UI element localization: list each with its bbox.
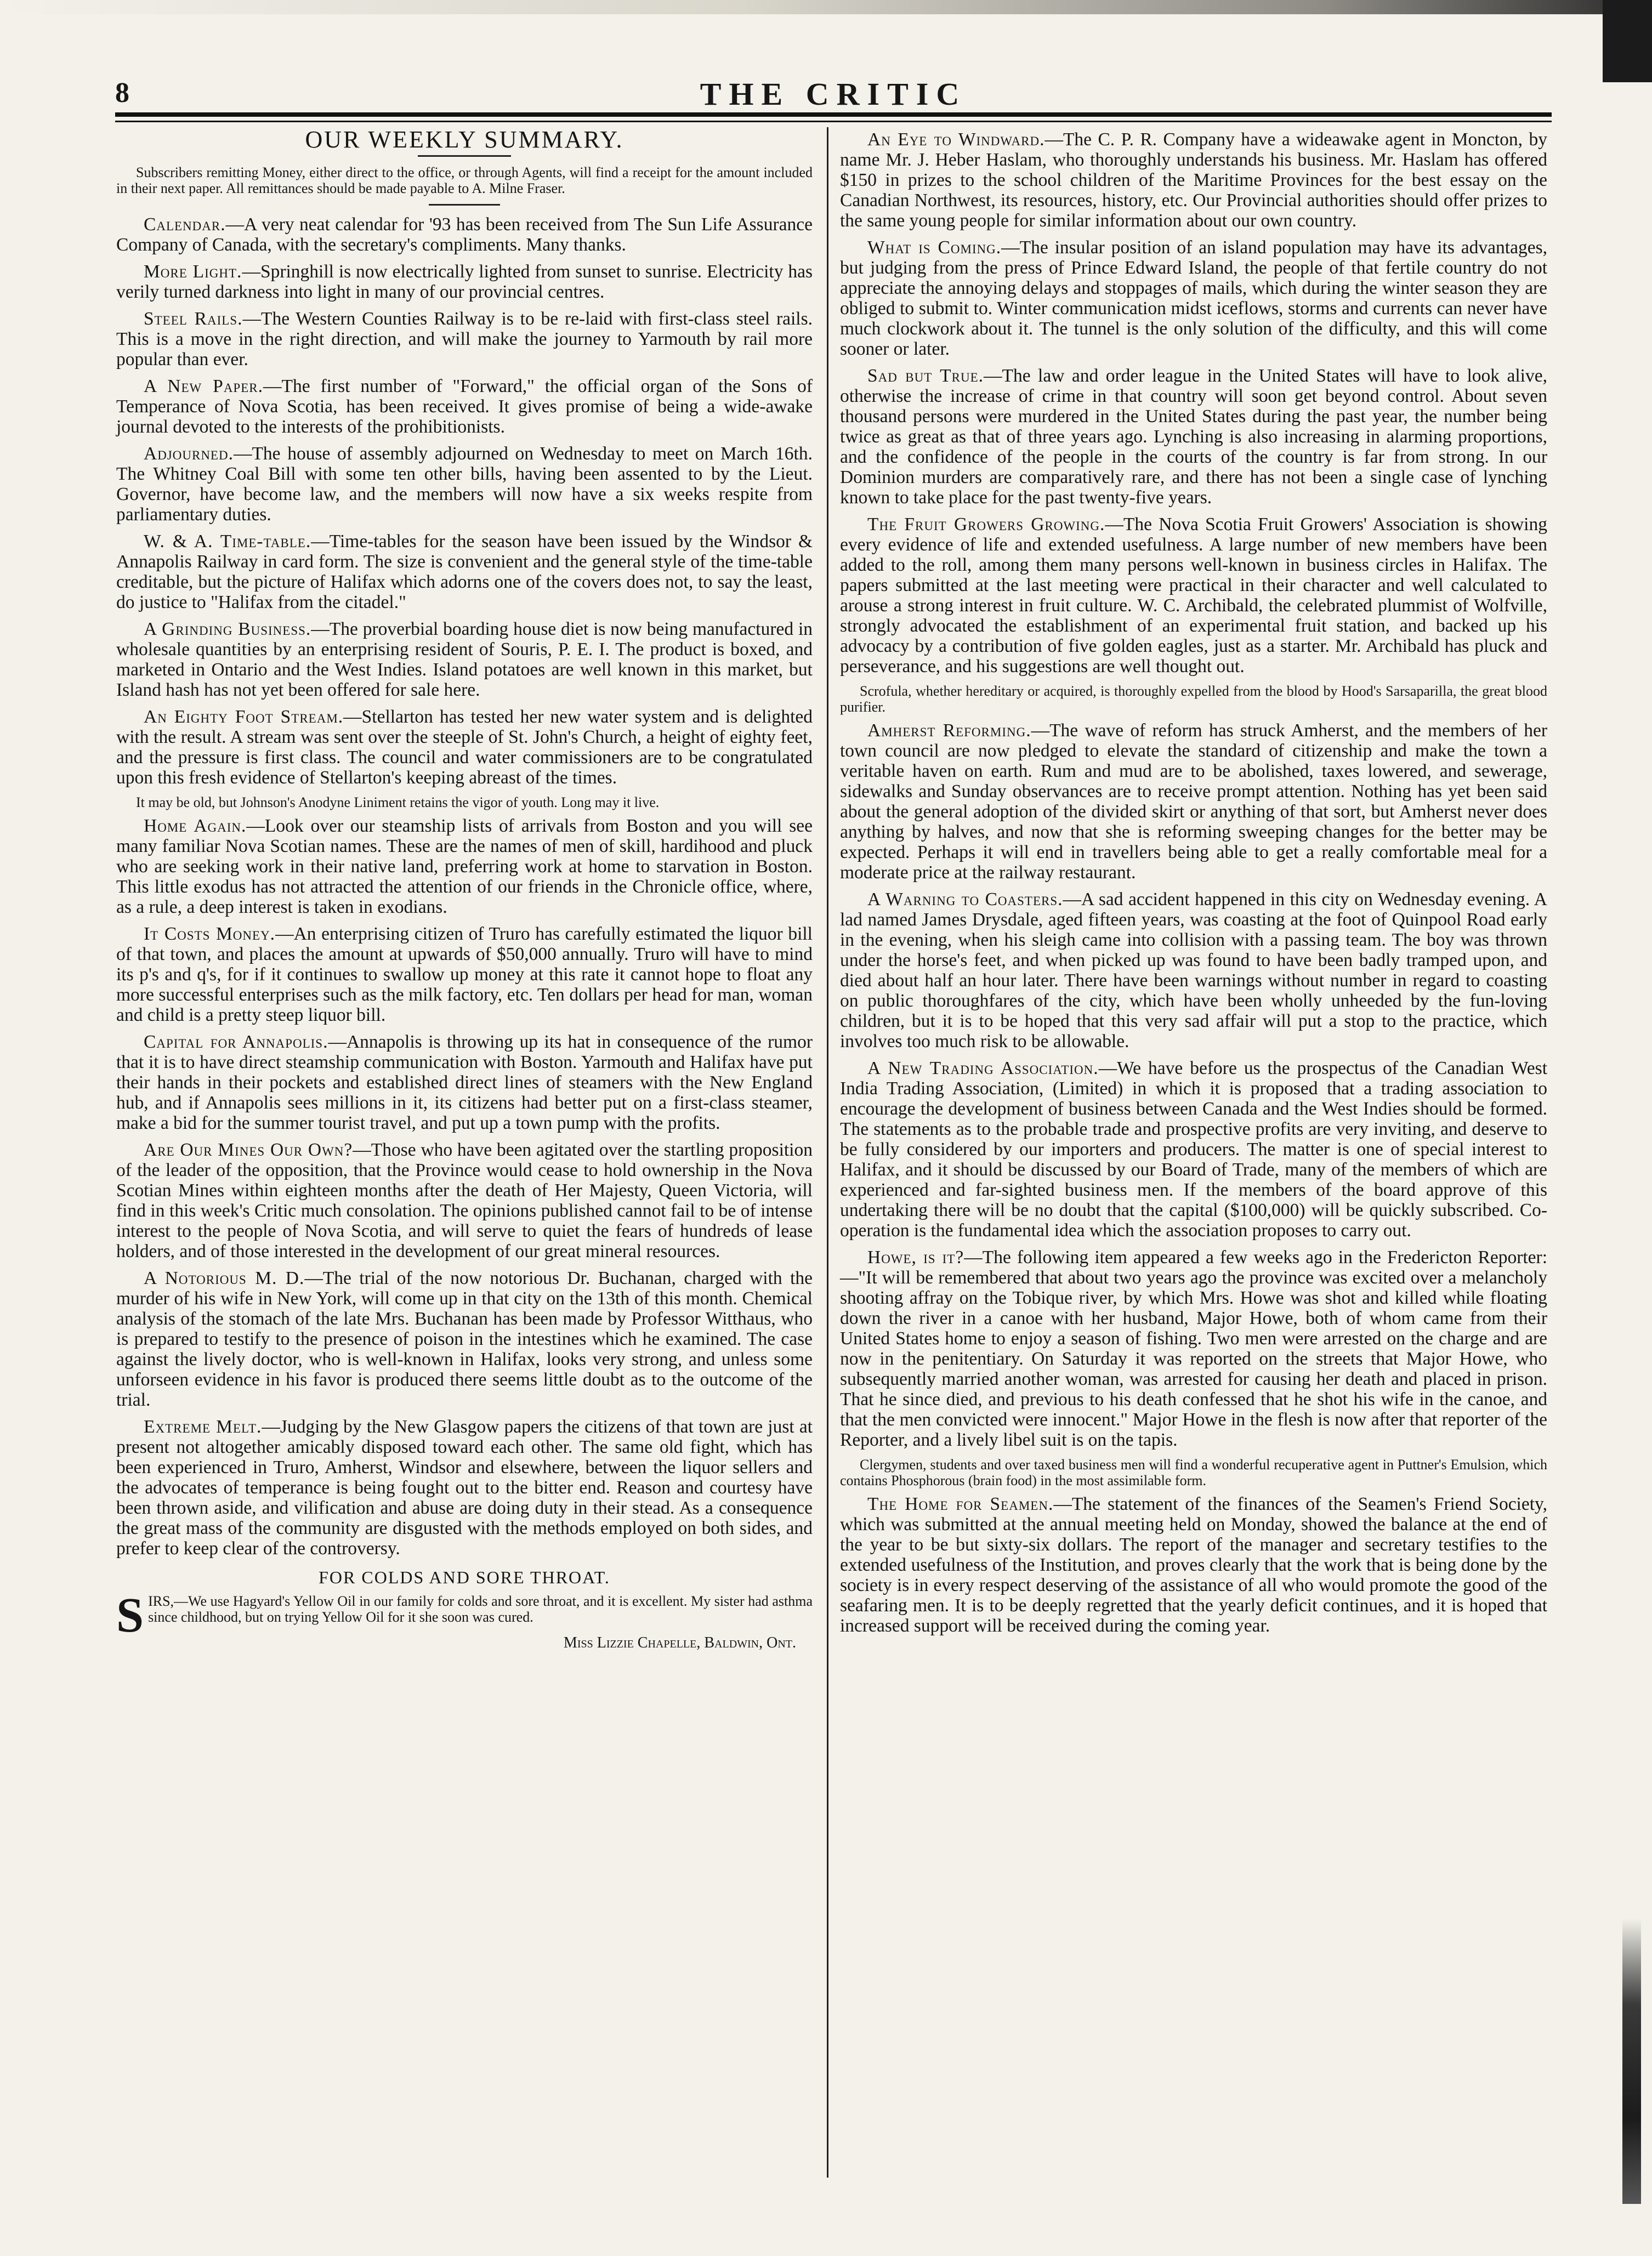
advert-text: IRS,—We use Hagyard's Yellow Oil in our family for colds and sore throat, and it is excellent. My sister had asthma since childhood, but on trying Yellow Oil for it she soon was cured.	[148, 1593, 813, 1625]
article-heading: What is Coming.	[867, 237, 1002, 258]
article-heading: The Fruit Growers Growing.	[867, 514, 1105, 535]
article-heading: Extreme Melt.	[144, 1417, 262, 1437]
article-heading: Calendar.	[144, 214, 226, 235]
article-heading: Amherst Reforming.	[867, 720, 1031, 741]
separator-rule	[429, 204, 500, 206]
article-paragraph	[116, 376, 813, 437]
masthead-title: THE CRITIC	[700, 76, 967, 112]
article-paragraph	[116, 816, 813, 917]
binding-edge	[1622, 1919, 1641, 2204]
article-heading: An Eye to Windward.	[867, 129, 1045, 150]
article-paragraph	[840, 237, 1547, 359]
article-paragraph	[840, 720, 1547, 883]
article-text: —The statement of the finances of the Seamen's Friend Society, which was submitted at the annual meeting held on Monday, showed the balance at the end of the year to be but sixty-six dollars. The report of the manager and secretary testifies to the extended usefulness of the Institution, and proves clearly that the work that is being done by the society is in every respect deserving of the assistance of all who would promote the good of the seafaring men. It is to be deeply regretted that the yearly deficit continues, and it is hoped that increased support will be received during the coming year.	[840, 1494, 1547, 1636]
article-text: —Judging by the New Glasgow papers the citizens of that town are just at present not altogether amicably disposed toward each other. The same old fight, which has been experienced in Truro, Amherst, Windsor and elsewhere, between the liquor sellers and the advocates of temperance is being fought out to the bitter end. Reason and courtesy have been thrown aside, and vilification and abuse are doing duty in their stead. As a consequence the great mass of the community are disgusted with the methods employed on both sides, and prefer to keep clear of the controversy.	[116, 1417, 813, 1559]
left-articles	[116, 214, 813, 1559]
article-text: Scrofula, whether hereditary or acquired, is thoroughly expelled from the blood by Hood's Sarsaparilla, the great blood purifier.	[840, 683, 1547, 715]
article-paragraph	[116, 1032, 813, 1133]
article-heading: A Grinding Business.	[144, 619, 311, 639]
article-paragraph	[116, 214, 813, 255]
article-paragraph	[840, 129, 1547, 231]
article-paragraph	[840, 514, 1547, 677]
article-text: —Those who have been agitated over the startling proposition of the leader of the opposition, that the Province would cease to hold ownership in the Nova Scotian Mines within eighteen months after the death of Her Majesty, Queen Victoria, will find in this week's Critic much consolation. The opinions published cannot fail to be of intense interest to the people of Nova Scotia, and will serve to quiet the fears of hundreds of lease holders, and of those interested in the development of our great mineral resources.	[116, 1140, 813, 1261]
advert-notice	[840, 1457, 1547, 1488]
article-heading: Capital for Annapolis.	[144, 1032, 328, 1052]
article-text: —Springhill is now electrically lighted from sunset to sunrise. Electricity has verily turned darkness into light in many of our provincial centres.	[116, 262, 813, 302]
section-title: OUR WEEKLY SUMMARY.	[305, 126, 624, 153]
article-heading: An Eighty Foot Stream.	[144, 707, 344, 727]
article-text: —The law and order league in the United States will have to look alive, otherwise the increase of crime in that country will soon get beyond control. About seven thousand persons were murdered in the United States during the past year, the number being twice as great as that of three years ago. Lynching is also increasing in alarming proportions, and the confidence of the people in the courts of the country is far from strong. In our Dominion murders are comparatively rare, and there has not been a single case of lynching known to take place for the past twenty-five years.	[840, 366, 1547, 508]
advert-dropcap: S	[116, 1588, 144, 1643]
header-rule	[115, 112, 1552, 117]
advert-notice	[116, 794, 813, 810]
advert-heading: FOR COLDS AND SORE THROAT.	[319, 1567, 610, 1587]
article-text: —The Western Counties Railway is to be re-laid with first-class steel rails. This is a move in the right direction, and will make the journey to Yarmouth by rail more popular than ever.	[116, 309, 813, 370]
article-heading: A Notorious M. D.	[144, 1268, 305, 1288]
article-paragraph	[116, 444, 813, 525]
article-paragraph	[840, 366, 1547, 508]
article-text: —The Nova Scotia Fruit Growers' Association is showing every evidence of life and extended usefulness. A large number of new members have been added to the roll, among them many persons well-known in business circles in Halifax. The papers submitted at the last meeting were practical in their character and well calculated to arouse a strong interest in fruit culture. W. C. Archibald, the celebrated plummist of Wolfville, strongly advocated the establishment of an experimental fruit station, and backed up his advocacy by a contribution of five golden eagles, just as a starter. Mr. Archibald has pluck and perseverance, and his suggestions are well thought out.	[840, 514, 1547, 677]
article-heading: More Light.	[144, 262, 242, 282]
article-heading: Sad but True.	[867, 366, 984, 386]
title-rule	[418, 155, 511, 157]
article-text: —The following item appeared a few weeks ago in the Fredericton Reporter:—"It will be remembered that about two years ago the province was excited over a melancholy shooting affray on the Tobique river, by which Mrs. Howe was shot and killed while floating down the river in a canoe with her husband, Major Howe, both of whom came from their United States home to enjoy a season of fishing. Two men were arrested on the charge and are now in the penitentiary. On Saturday it was reported on the streets that Major Howe, who subsequently married another woman, was arrested for causing her death and placed in prison. That he since died, and previous to his death confessed that he shot his wife in the canoe, and that the men convicted were innocent." Major Howe in the flesh is now after that reporter of the Reporter, and a lively libel suit is on the tapis.	[840, 1247, 1548, 1450]
article-paragraph	[840, 1058, 1547, 1241]
article-text: —An enterprising citizen of Truro has carefully estimated the liquor bill of that town, and places the amount at upwards of $50,000 annually. Truro will have to mind its p's and q's, for if it continues to swallow up money at this rate it cannot hope to float any more successful enterprises such as the milk factory, etc. Ten dollars per head for man, woman and child is a pretty steep liquor bill.	[116, 924, 813, 1025]
article-heading: A Warning to Coasters.	[867, 889, 1063, 910]
scan-corner-shadow	[1603, 0, 1652, 82]
article-heading: Steel Rails.	[144, 309, 243, 329]
column-divider	[827, 127, 828, 2178]
article-text: —Annapolis is throwing up its hat in consequence of the rumor that it is to have direct steamship communication with Boston. Yarmouth and Halifax have put their hands in their pockets and established direct lines of steamers with the New England hub, and if Annapolis sees millions in it, its citizens had better put on a first-class steamer, make a bid for the summer tourist travel, and put up a town pump with the profits.	[116, 1032, 813, 1133]
article-paragraph	[116, 1140, 813, 1261]
page-number: 8	[115, 77, 129, 109]
subscriber-notice: Subscribers remitting Money, either direct to the office, or through Agents, will find a receipt for the amount included in their next paper. All remittances should be made payable to A. Milne Fraser.	[116, 164, 813, 196]
advert-signature: Miss Lizzie Chapelle, Baldwin, Ont.	[563, 1634, 796, 1651]
right-articles	[840, 129, 1547, 1636]
page-header	[115, 77, 1552, 115]
article-text: —Time-tables for the season have been issued by the Windsor & Annapolis Railway in card form. The size is convenient and the general style of the time-table creditable, but the picture of Halifax which adorns one of the covers does not, to say the least, do justice to "Halifax from the citadel."	[116, 531, 813, 612]
article-paragraph	[116, 262, 813, 302]
article-paragraph	[116, 924, 813, 1025]
article-text: —The first number of "Forward," the official organ of the Sons of Temperance of Nova Scotia, has been received. It gives promise of being a wide-awake journal devoted to the interests of the prohibitionists.	[116, 376, 813, 437]
article-heading: It Costs Money.	[144, 924, 276, 944]
article-text: —The house of assembly adjourned on Wednesday to meet on March 16th. The Whitney Coal Bill with some ten other bills, having been assented to by the Lieut. Governor, have become law, and the members will now have a six weeks respite from parliamentary duties.	[116, 444, 813, 525]
article-text: —The wave of reform has struck Amherst, and the members of her town council are now pledged to elevate the standard of citizenship and make the town a veritable haven on earth. Rum and mud are to be abolished, taxes lowered, and sewerage, sidewalks and Sunday observances are to receive prompt attention. Nothing has yet been said about the general adoption of the divided skirt or anything of that sort, but Amherst never does anything by halves, and now that she is reforming sweeping changes for the better may be expected. Perhaps it will end in travellers being able to get a really comfortable meal for a moderate price at the railway restaurant.	[840, 720, 1547, 883]
article-text: —The C. P. R. Company have a wideawake agent in Moncton, by name Mr. J. Heber Haslam, who thoroughly understands his business. Mr. Haslam has offered $150 in prizes to the school children of the Maritime Provinces for the best essay on the Canadian Northwest, its resources, history, etc. Our Provincial authorities should offer prizes to the same young people for similar information about our own country.	[840, 129, 1547, 231]
article-paragraph	[840, 1494, 1547, 1636]
article-paragraph	[116, 309, 813, 370]
article-heading: The Home for Seamen.	[867, 1494, 1054, 1514]
article-paragraph	[116, 1417, 813, 1559]
article-paragraph	[840, 1247, 1547, 1450]
scan-border	[0, 0, 1652, 14]
article-paragraph	[116, 1268, 813, 1410]
article-text: —Look over our steamship lists of arrivals from Boston and you will see many familiar Nova Scotian names. These are the names of men of skill, hardihood and pluck who are seeking work in their native land, preferring work at home to starvation in Boston. This little exodus has not attracted the attention of our friends in the Chronicle office, where, as a rule, a deep interest is taken in exodians.	[116, 816, 813, 917]
article-heading: A New Trading Association.	[867, 1058, 1099, 1078]
article-text: —The proverbial boarding house diet is now being manufactured in wholesale quantities by an enterprising resident of Souris, P. E. I. The product is boxed, and marketed in Ontario and the West Indies. Island potatoes are well known in this market, but Island hash has not yet been offered for sale here.	[116, 619, 813, 700]
article-paragraph	[116, 619, 813, 700]
article-text: —A sad accident happened in this city on Wednesday evening. A lad named James Drysdale, aged fifteen years, was coasting at the foot of Quinpool Road early in the evening, when his sleigh came into collision with a passing team. The boy was thrown under the horse's feet, and when picked up was found to have been badly tramped upon, and died about half an hour later. There have been warnings without number in regard to coasting on public thoroughfares of the city, which have been wholly unheeded by the fun-loving children, but it is to be hoped that this very sad affair will put a stop to the practice, which involves too much risk to be allowable.	[840, 889, 1547, 1052]
article-heading: A New Paper.	[144, 376, 263, 396]
article-paragraph	[116, 707, 813, 788]
article-heading: Home Again.	[144, 816, 247, 836]
article-paragraph	[840, 889, 1547, 1052]
article-text: —The trial of the now notorious Dr. Buchanan, charged with the murder of his wife in New York, will come up in that city on the 13th of this month. Chemical analysis of the stomach of the late Mrs. Buchanan has been made by Professor Witthaus, who is prepared to testify to the presence of poison in the intestines which he examined. The case against the lively doctor, who is well-known in Halifax, looks very strong, and unless some unforseen evidence in his favor is produced there seems little doubt as to the outcome of the trial.	[116, 1268, 813, 1410]
article-text: —We have before us the prospectus of the Canadian West India Trading Association, (Limited) in which it is proposed that a trading association to encourage the development of business between Canada and the West Indies should be formed. The statements as to the probable trade and prospective profits are very inviting, and deserve to be fully considered by our importers and producers. The matter is one of special interest to Halifax, and it should be discussed by our Board of Trade, many of the members of which are experienced and far-sighted business men. If the members of the board approve of this undertaking there will be no doubt that the capital ($100,000) will be quickly subscribed. Co-operation is the fundamental idea which the association proposes to carry out.	[840, 1058, 1548, 1241]
article-text: —The insular position of an island population may have its advantages, but judging from the press of Prince Edward Island, the people of that fertile country do not appreciate the annoying delays and stoppages of mails, which during the winter season they are obliged to submit to. Winter communication midst iceflows, storms and currents can never have much clockwork about it. The tunnel is the only solution of the difficulty, and this will come sooner or later.	[840, 237, 1547, 359]
article-text: Clergymen, students and over taxed business men will find a wonderful recuperative agent in Puttner's Emulsion, which contains Phosphorous (brain food) in the most assimilable form.	[840, 1457, 1547, 1488]
article-text: It may be old, but Johnson's Anodyne Liniment retains the vigor of youth. Long may it live.	[136, 794, 660, 810]
right-column	[840, 129, 1547, 1643]
article-text: —A very neat calendar for '93 has been received from The Sun Life Assurance Company of Canada, with the secretary's compliments. Many thanks.	[116, 214, 813, 255]
article-heading: Are Our Mines Our Own?	[144, 1140, 353, 1160]
left-column	[116, 126, 813, 1653]
article-heading: W. & A. Time-table.	[144, 531, 311, 552]
advert-notice	[840, 683, 1547, 715]
header-rule-thin	[115, 121, 1552, 122]
article-heading: Adjourned.	[144, 444, 234, 464]
article-heading: Howe, is it?	[867, 1247, 964, 1268]
article-paragraph	[116, 531, 813, 612]
article-text: —Stellarton has tested her new water system and is delighted with the result. A stream was sent over the steeple of St. John's Church, a height of eighty feet, and the pressure is first class. The council and water commissioners are to be congratulated upon this fresh evidence of Stellarton's keeping abreast of the times.	[116, 707, 813, 788]
